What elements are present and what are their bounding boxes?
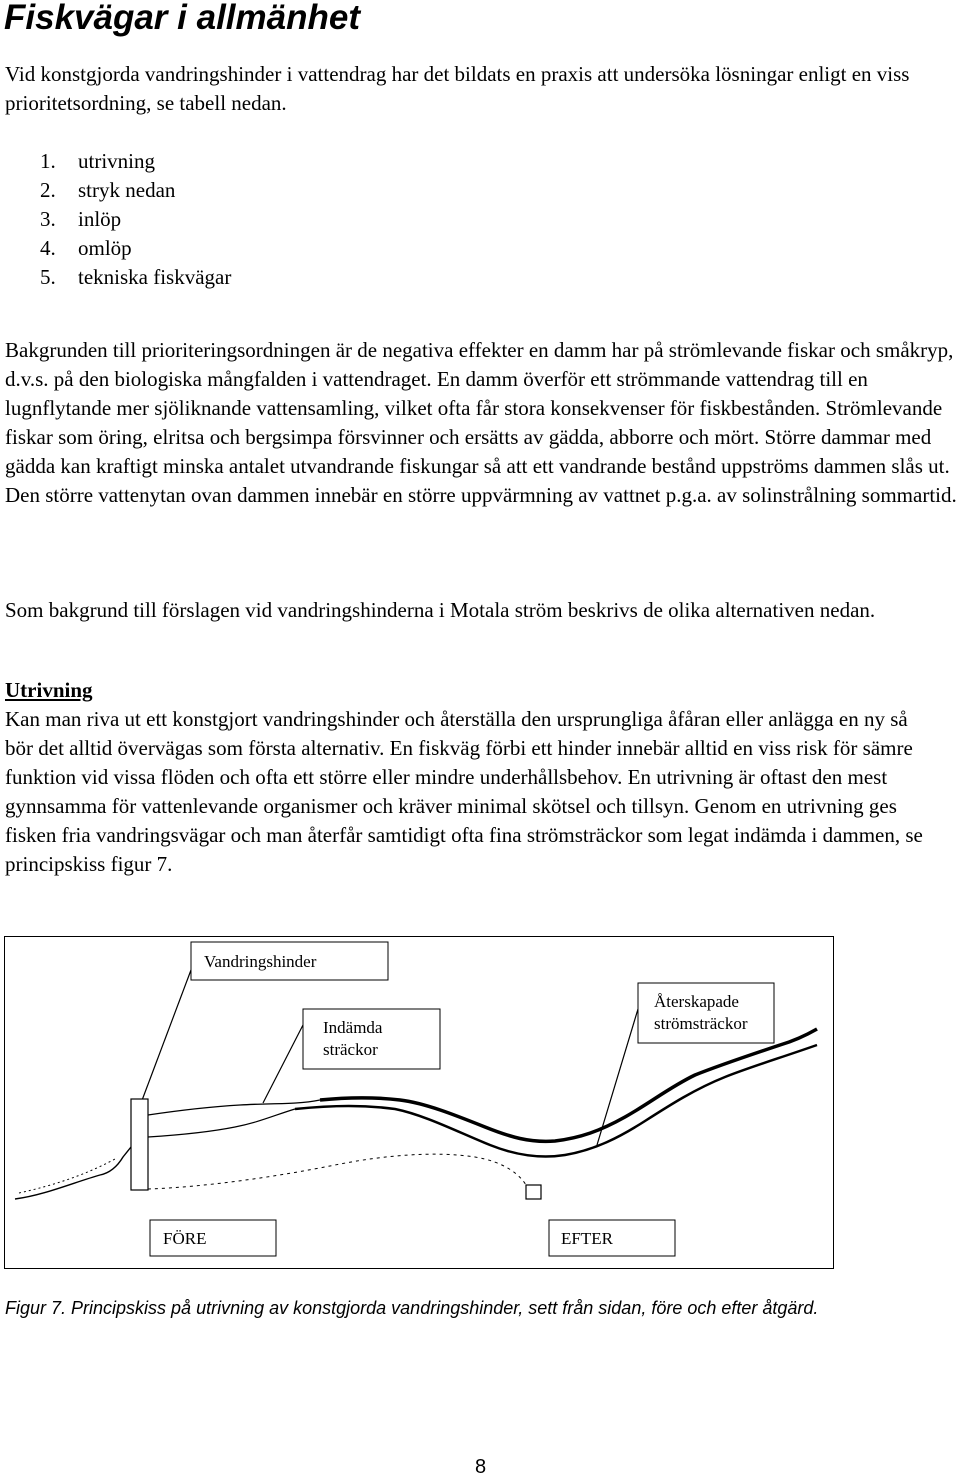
list-item: 4. omlöp: [40, 236, 132, 260]
utrivning-paragraph: Kan man riva ut ett konstgjort vandringshinder och återställa den ursprungliga åfåran eller anlägga en ny så bör det alltid övervägas som första alternativ. En fiskväg förbi ett hinder innebär alltid en viss risk för sämre funktion vid vissa flöden och ofta ett större eller mindre underhållsbehov. En utrivning är oftast den mest gynnsamma för vattenlevande organismer och kräver minimal skötsel och tillsyn. Genom en utrivning ges fisken fria vandringsvägar och man återfår samtidigt ofta fina strömsträckor som legat indämda i dammen, se principskiss figur 7.: [5, 707, 923, 876]
label-impounded-2: sträckor: [323, 1040, 378, 1059]
label-after: EFTER: [561, 1229, 613, 1248]
section-heading: Utrivning: [5, 678, 93, 702]
principle-sketch: [5, 937, 833, 1268]
utrivning-section: [5, 676, 925, 879]
background-paragraph: Bakgrunden till prioriteringsordningen är de negativa effekter en damm har på strömlevande fiskar och småkryp, d.v.s. på den biologiska mångfalden i vattendraget. En damm överför ett strömmande vattendrag till en lugnflytande mer sjöliknande vattensamling, vilket ofta får stora konsekvenser för fiskbestånden. Strömlevande fiskar som öring, elritsa och bergsimpa försvinner och ersätts av gädda, abborre och mört. Större dammar med gädda kan kraftigt minska antalet utvandrande fiskungar så att ett vandrande bestånd uppströms dammen slås ut. Den större vattenytan ovan dammen innebär en större uppvärmning av vattnet p.g.a. av solinstrålning sommartid.: [5, 338, 957, 507]
label-restored-2: strömsträckor: [654, 1014, 748, 1033]
dam-wall: [131, 1099, 148, 1190]
riverbed-impounded: [148, 1109, 295, 1137]
list-item: 1. utrivning: [40, 149, 155, 173]
water-surface-impounded: [148, 1100, 320, 1115]
ground-line: [148, 1154, 526, 1189]
list-item: 2. stryk nedan: [40, 178, 176, 202]
list-item: 5. tekniska fiskvägar: [40, 265, 232, 289]
motala-paragraph: Som bakgrund till förslagen vid vandringshinderna i Motala ström beskrivs de olika alternativen nedan.: [5, 598, 876, 622]
water-before-lower: [19, 1159, 115, 1193]
riverbed-before-lower: [15, 1147, 131, 1199]
list-item: 3. inlöp: [40, 207, 122, 231]
page-number: 8: [475, 1456, 487, 1478]
priority-list: [40, 147, 231, 292]
page-title: Fiskvägar i allmänhet: [4, 0, 360, 37]
label-barrier: Vandringshinder: [204, 952, 317, 971]
label-impounded-1: Indämda: [323, 1018, 383, 1037]
pointer-restored: [597, 1009, 638, 1145]
old-dam-foundation: [526, 1185, 541, 1199]
label-before: FÖRE: [163, 1229, 207, 1248]
figure-caption: Figur 7. Principskiss på utrivning av konstgjorda vandringshinder, sett från sidan, före och efter åtgärd.: [5, 1298, 819, 1318]
intro-paragraph: Vid konstgjorda vandringshinder i vattendrag har det bildats en praxis att undersöka lösningar enligt en viss prioritetsordning, se tabell nedan.: [5, 62, 910, 115]
pointer-impounded: [263, 1025, 303, 1103]
figure-7: [4, 936, 834, 1269]
pointer-barrier: [141, 970, 191, 1103]
label-restored-1: Återskapade: [654, 992, 739, 1011]
